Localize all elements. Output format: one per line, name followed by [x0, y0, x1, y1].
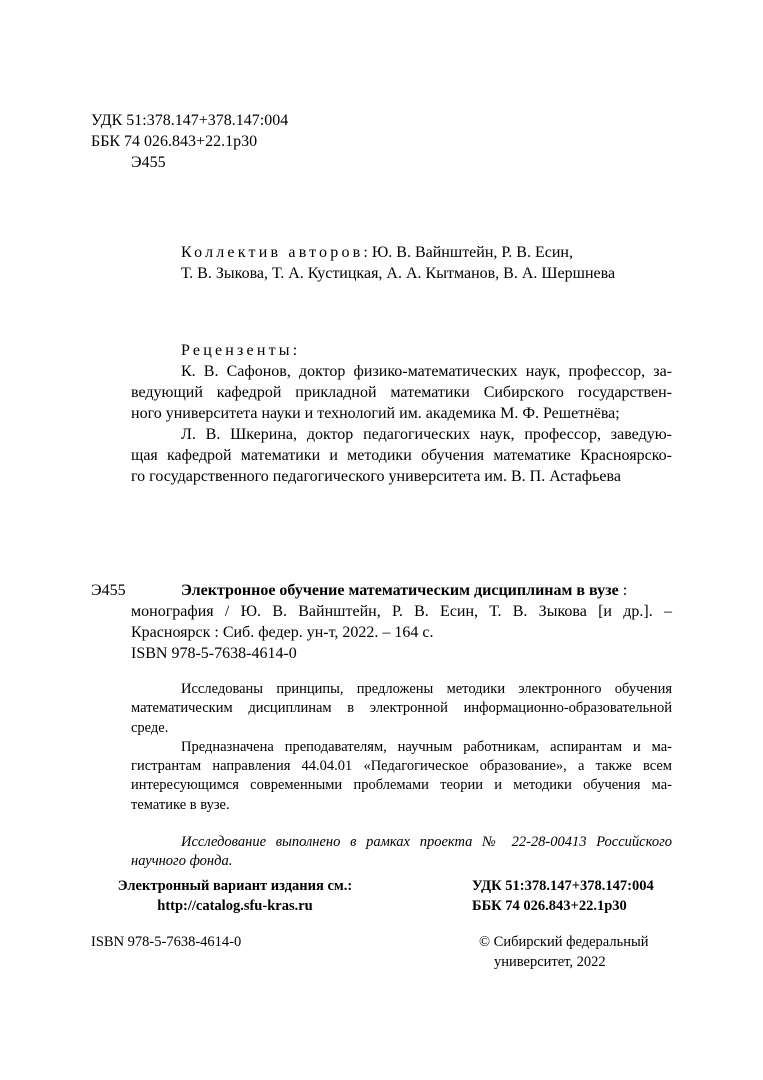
authors-block	[181, 242, 681, 284]
header-udk: УДК 51:378.147+378.147:004	[91, 112, 289, 129]
footer-url[interactable]: http://catalog.sfu-kras.ru	[157, 898, 313, 914]
abstract-block	[131, 680, 672, 872]
catalog-title: Электронное обучение математическим дисциплинам в вузе	[181, 582, 619, 599]
abstract-p2-line-3: интересующимся современными проблемами теории и методики обучения ма-	[131, 777, 672, 794]
catalog-entry	[131, 580, 672, 664]
reviewer-2-line-3: го государственного педагогического университета им. В. П. Астафьева	[131, 468, 621, 485]
header-classification	[91, 110, 288, 173]
abstract-p1-line-2: математическим дисциплинам в электронной информационно-образовательной	[131, 700, 672, 717]
authors-line-2: Т. В. Зыкова, Т. А. Кустицкая, А. А. Кытманов, В. А. Шершнева	[181, 265, 616, 282]
funding-line-2: научного фонда.	[131, 853, 233, 870]
authors-label: Коллектив авторов	[181, 244, 364, 261]
catalog-code: Э455	[91, 582, 126, 599]
reviewers-heading	[131, 340, 672, 361]
catalog-title-line	[131, 580, 672, 601]
header-code: Э455	[131, 154, 166, 171]
abstract-p2-line-4: тематике в вузе.	[131, 796, 230, 813]
authors-line-1	[181, 242, 681, 263]
reviewer-1-line-3: ного университета науки и технологий им. академика М. Ф. Решетнёва;	[131, 405, 620, 422]
footer-copyright-line-2: университет, 2022	[494, 954, 606, 970]
catalog-line-2: Красноярск : Сиб. федер. ун-т, 2022. – 164 с.	[131, 624, 434, 641]
footer-electronic	[108, 876, 362, 916]
footer-udk: УДК 51:378.147+378.147:004	[472, 878, 654, 894]
catalog-line-1: монография / Ю. В. Вайнштейн, Р. В. Есин, Т. В. Зыкова [и др.]. –	[131, 603, 672, 620]
reviewer-1-line-1: К. В. Сафонов, доктор физико-математических наук, профессор, за-	[181, 363, 672, 380]
footer-electronic-label: Электронный вариант издания см.:	[117, 878, 353, 894]
reviewers-colon: :	[292, 342, 298, 359]
abstract-p2-line-2: гистрантам направления 44.04.01 «Педагогическое образование», а также всем	[131, 758, 672, 775]
reviewer-2-line-2: щая кафедрой математики и методики обучения математике Красноярско-	[131, 447, 672, 464]
footer-bbk: ББК 74 026.843+22.1р30	[472, 898, 627, 914]
abstract-p2-line-1: Предназначена преподавателям, научным работникам, аспирантам и ма-	[181, 738, 672, 755]
abstract-p1-line-3: среде.	[131, 719, 169, 736]
reviewers-block	[131, 340, 672, 487]
reviewer-2-line-1: Л. В. Шкерина, доктор педагогических наук, профессор, заведую-	[181, 426, 672, 443]
reviewers-label: Рецензенты	[181, 342, 293, 359]
abstract-p1-line-1: Исследованы принципы, предложены методики электронного обучения	[181, 681, 672, 697]
catalog-title-tail: :	[618, 582, 628, 599]
header-bbk: ББК 74 026.843+22.1р30	[91, 133, 258, 150]
footer-isbn: ISBN 978-5-7638-4614-0	[91, 934, 242, 950]
footer-copyright-line-1: © Сибирский федеральный	[479, 934, 649, 950]
footer-copyright	[479, 932, 648, 972]
catalog-isbn: ISBN 978-5-7638-4614-0	[131, 645, 297, 662]
funding-line-1: Исследование выполнено в рамках проекта № 22-28-00413 Российского	[181, 834, 672, 851]
reviewer-1-line-2: ведующий кафедрой прикладной математики Сибирского государствен-	[131, 384, 672, 401]
footer-classification	[472, 876, 654, 916]
authors-names-1: : Ю. В. Вайнштейн, Р. В. Есин,	[363, 244, 573, 261]
